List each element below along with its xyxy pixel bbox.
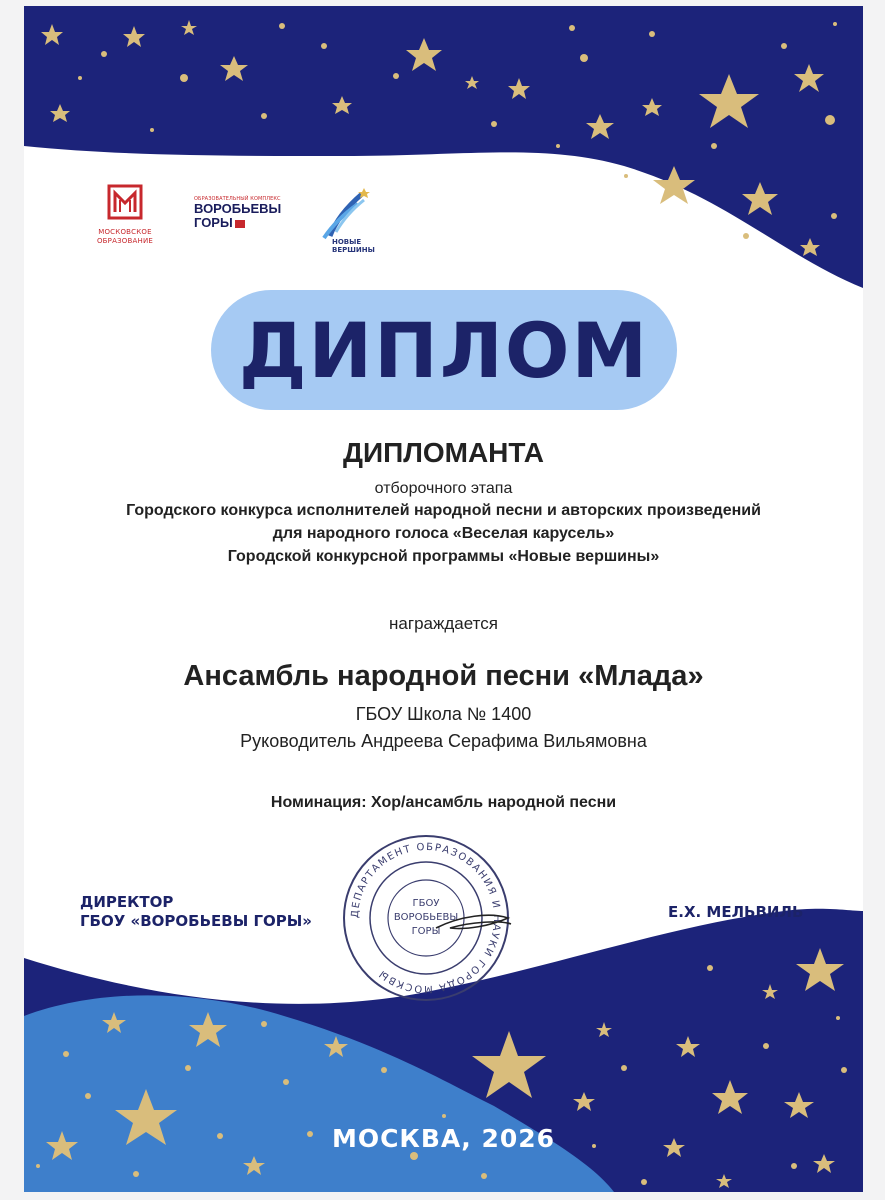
logo-text: ОБРАЗОВАТЕЛЬНЫЙ КОМПЛЕКС	[194, 196, 281, 202]
logo-text: МОСКОВСКОЕ	[98, 228, 152, 236]
logo-text: ГОРЫ	[194, 215, 233, 230]
diploma-sheet	[24, 6, 863, 1192]
signatory-title	[80, 893, 312, 931]
new-heights-logo	[318, 186, 388, 256]
footer-city-year: МОСКВА, 2026	[331, 1124, 556, 1153]
official-stamp	[340, 832, 512, 1004]
contest-line: отборочного этапа	[374, 480, 513, 497]
moscow-education-emblem-icon	[107, 184, 143, 220]
stamp-center-text: ГОРЫ	[411, 926, 441, 937]
moscow-education-logo	[90, 184, 160, 246]
contest-line: Городской конкурсной программы «Новые вершины»	[227, 548, 660, 565]
contest-line: Городского конкурса исполнителей народной песни и авторских произведений	[126, 502, 761, 519]
logo-text: ОБРАЗОВАНИЕ	[96, 237, 154, 245]
logo-text: ВОРОБЬЕВЫ	[194, 201, 282, 216]
new-heights-emblem-icon	[318, 186, 378, 240]
stamp-ring-text: ДЕПАРТАМЕНТ ОБРАЗОВАНИЯ И НАУКИ ГОРОДА МОСКВЫ	[349, 841, 503, 995]
recipient-school: ГБОУ Школа № 1400	[355, 704, 532, 724]
stamp-center-text: ВОРОБЬЕВЫ	[393, 912, 459, 923]
logo-text: НОВЫЕ	[332, 238, 362, 246]
logo-text: ВЕРШИНЫ	[332, 246, 375, 254]
partner-logos	[90, 184, 410, 264]
recipient-name: Ансамбль народной песни «Млада»	[183, 660, 704, 692]
signatory-title-line: ГБОУ «ВОРОБЬЕВЫ ГОРЫ»	[80, 912, 312, 930]
diploma-title: ДИПЛОМ	[238, 305, 650, 395]
awarded-label: награждается	[389, 614, 498, 633]
contest-line: для народного голоса «Веселая карусель»	[272, 525, 615, 542]
nomination: Номинация: Хор/ансамбль народной песни	[270, 794, 617, 811]
signatory-name: Е.Х. МЕЛЬВИЛЬ	[668, 903, 804, 921]
signatory-title-line: ДИРЕКТОР	[80, 893, 174, 911]
recipient-head: Руководитель Андреева Серафима Вильямовна	[240, 731, 647, 751]
logo-flag-icon	[235, 220, 245, 228]
stamp-center-text: ГБОУ	[412, 898, 440, 909]
vorobyovy-gory-logo	[194, 196, 290, 230]
diploma-subtitle: ДИПЛОМАНТА	[343, 437, 544, 468]
title-banner	[211, 290, 677, 410]
